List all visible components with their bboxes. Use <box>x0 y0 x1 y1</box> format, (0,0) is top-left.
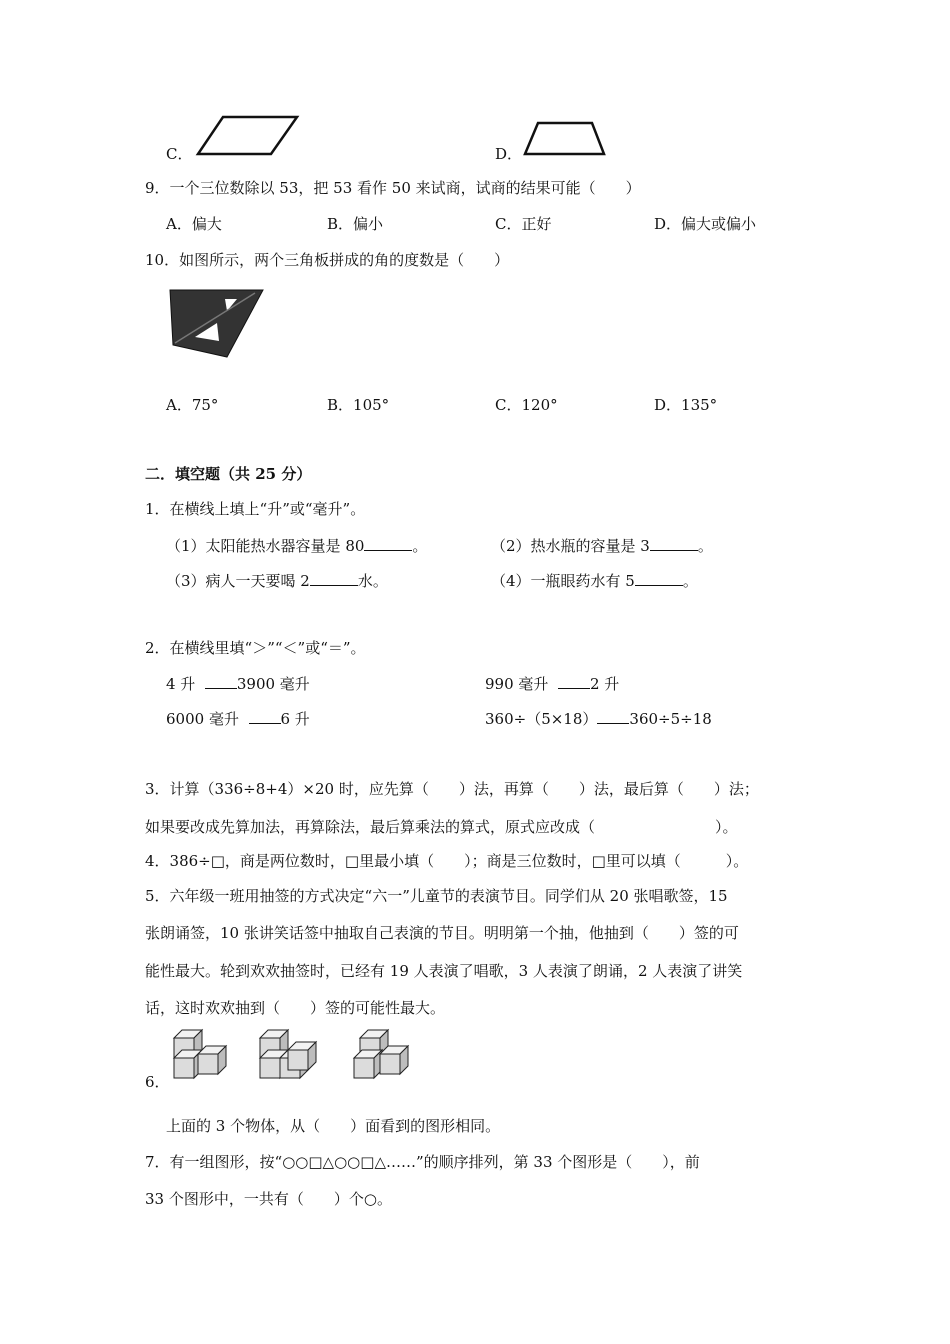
answer-blank[interactable] <box>558 674 590 689</box>
q10-option-a: A．75° <box>166 396 219 414</box>
f7-line2: 33 个图形中，一共有（ ）个○。 <box>145 1190 392 1208</box>
q9-option-a: A．偏大 <box>166 215 222 233</box>
q10-option-b: B．105° <box>327 396 390 414</box>
trapezoid-figure <box>520 118 610 158</box>
answer-blank[interactable] <box>364 536 412 551</box>
cube-stacks-figure <box>168 1028 418 1086</box>
f2-compare-c: 6000 毫升 6 升 <box>166 710 310 728</box>
f5-line4: 话，这时欢欢抽到（ ）签的可能性最大。 <box>145 999 446 1017</box>
answer-blank[interactable] <box>597 709 629 724</box>
f2-stem: 2．在横线里填“＞”“＜”或“＝”。 <box>145 639 366 657</box>
f5-line1: 5．六年级一班用抽签的方式决定“六一”儿童节的表演节目。同学们从 20 张唱歌签，15 <box>145 887 728 905</box>
f6-number: 6． <box>145 1073 170 1091</box>
answer-blank[interactable] <box>310 571 358 586</box>
q9-option-d: D．偏大或偏小 <box>654 215 757 233</box>
f5-line3: 能性最大。轮到欢欢抽签时，已经有 19 人表演了唱歌，3 人表演了朗诵，2 人表演了讲笑 <box>145 962 743 980</box>
q9-option-b: B．偏小 <box>327 215 384 233</box>
option-d-label: D． <box>495 145 523 163</box>
f1-part3: （3）病人一天要喝 2 水。 <box>166 572 388 590</box>
q9-stem: 9．一个三位数除以 53，把 53 看作 50 来试商，试商的结果可能（ ） <box>145 179 641 197</box>
f2-compare-b: 990 毫升 2 升 <box>485 675 620 693</box>
f6-line1: 上面的 3 个物体，从（ ）面看到的图形相同。 <box>166 1117 501 1135</box>
answer-blank[interactable] <box>650 536 698 551</box>
f2-compare-d: 360÷（5×18） 360÷5÷18 <box>485 710 712 728</box>
parallelogram-figure <box>195 112 305 160</box>
answer-blank[interactable] <box>249 709 281 724</box>
q9-option-c: C．正好 <box>495 215 552 233</box>
f5-line2: 张朗诵签，10 张讲笑话签中抽取自己表演的节目。明明第一个抽，他抽到（ ）签的可 <box>145 924 739 942</box>
f7-line1: 7．有一组图形，按“○○□△○○□△……”的顺序排列，第 33 个图形是（ ），前 <box>145 1153 700 1171</box>
section-title: 二．填空题（共 25 分） <box>145 465 312 483</box>
f1-part1: （1）太阳能热水器容量是 80 。 <box>166 537 428 555</box>
f3-line2: 如果要改成先算加法，再算除法，最后算乘法的算式，原式应改成（ ）。 <box>145 818 738 836</box>
f4-line1: 4．386÷□，商是两位数时，□里最小填（ ）；商是三位数时，□里可以填（ ）。 <box>145 852 749 870</box>
f1-part4: （4）一瓶眼药水有 5 。 <box>491 572 698 590</box>
f3-line1: 3．计算（336÷8+4）×20 时，应先算（ ）法，再算（ ）法，最后算（ ）法； <box>145 780 759 798</box>
f1-stem: 1．在横线上填上“升”或“毫升”。 <box>145 500 366 518</box>
q10-option-d: D．135° <box>654 396 718 414</box>
answer-blank[interactable] <box>205 674 237 689</box>
option-c-label: C． <box>166 145 193 163</box>
f2-compare-a: 4 升 3900 毫升 <box>166 675 310 693</box>
q10-stem: 10．如图所示，两个三角板拼成的角的度数是（ ） <box>145 251 510 269</box>
answer-blank[interactable] <box>635 571 683 586</box>
f1-part2: （2）热水瓶的容量是 3 。 <box>491 537 713 555</box>
q10-option-c: C．120° <box>495 396 558 414</box>
set-squares-figure <box>165 285 270 360</box>
